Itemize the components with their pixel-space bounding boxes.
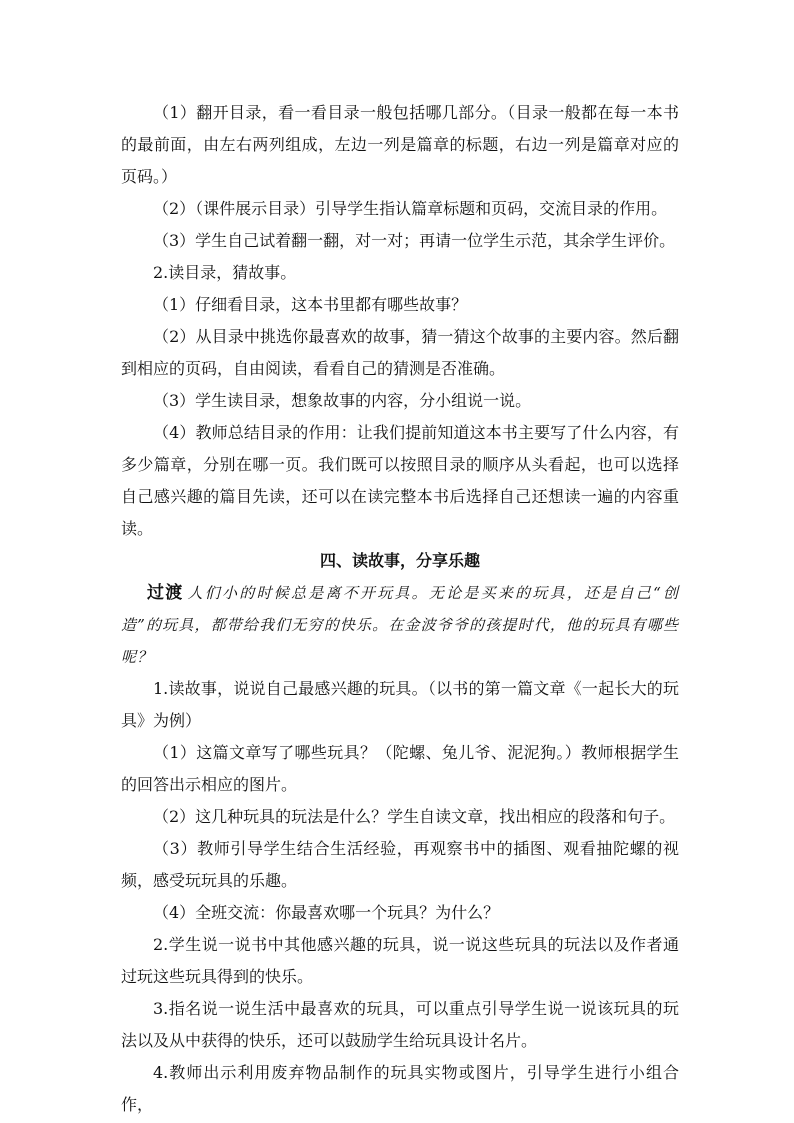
paragraph: 4.教师出示利用废弃物品制作的玩具实物或图片，引导学生进行小组合作， — [121, 1063, 679, 1114]
paragraph: （3）教师引导学生结合生活经验，再观察书中的插图、观看抽陀螺的视频，感受玩玩具的乐趣。 — [121, 839, 679, 890]
paragraph: 3.指名说一说生活中最喜欢的玩具，可以重点引导学生说一说该玩具的玩法以及从中获得的快乐，还可以鼓励学生给玩具设计名片。 — [121, 999, 679, 1050]
paragraph: （1）仔细看目录，这本书里都有哪些故事？ — [153, 295, 468, 314]
section-heading: 四、读故事，分享乐趣 — [319, 551, 480, 570]
transition-text: 人们小的时候总是离不开玩具。无论是买来的玩具，还是自己“创造”的玩具，都带给我们无穷的快乐。在金波爷爷的孩提时代，他的玩具有哪些呢？ — [121, 584, 680, 666]
paragraph: （1）这篇文章写了哪些玩具？（陀螺、兔儿爷、泥泥狗。）教师根据学生的回答出示相应的图片。 — [121, 743, 679, 794]
paragraph: （1）翻开目录，看一看目录一般包括哪几部分。（目录一般都在每一本书的最前面，由左右两列组成，左边一列是篇章的标题，右边一列是篇章对应的页码。） — [121, 103, 679, 186]
transition-tag: 过渡 — [147, 583, 184, 603]
paragraph: （3）学生读目录，想象故事的内容，分小组说一说。 — [153, 391, 532, 410]
transition-paragraph — [121, 577, 679, 673]
paragraph: 1.读故事，说说自己最感兴趣的玩具。（以书的第一篇文章《一起长大的玩具》为例） — [121, 679, 679, 730]
paragraph: （2）这几种玩具的玩法是什么？学生自读文章，找出相应的段落和句子。 — [153, 807, 676, 826]
paragraph: （2）（课件展示目录）引导学生指认篇章标题和页码，交流目录的作用。 — [153, 199, 668, 218]
paragraph: 2.读目录，猜故事。 — [153, 263, 297, 282]
paragraph: （4）教师总结目录的作用：让我们提前知道这本书主要写了什么内容，有多少篇章，分别在哪一页。我们既可以按照目录的顺序从头看起，也可以选择自己感兴趣的篇目先读，还可以在读完整本书后选择自己还想读一遍的内容重读。 — [121, 423, 679, 538]
paragraph: 2.学生说一说书中其他感兴趣的玩具，说一说这些玩具的玩法以及作者通过玩这些玩具得到的快乐。 — [121, 935, 679, 986]
paragraph: （4）全班交流：你最喜欢哪一个玩具？为什么？ — [153, 903, 500, 922]
paragraph: （3）学生自己试着翻一翻，对一对；再请一位学生示范，其余学生评价。 — [153, 231, 676, 250]
document-body — [121, 97, 679, 1121]
paragraph: （2）从目录中挑选你最喜欢的故事，猜一猜这个故事的主要内容。然后翻到相应的页码，自由阅读，看看自己的猜测是否准确。 — [121, 327, 679, 378]
